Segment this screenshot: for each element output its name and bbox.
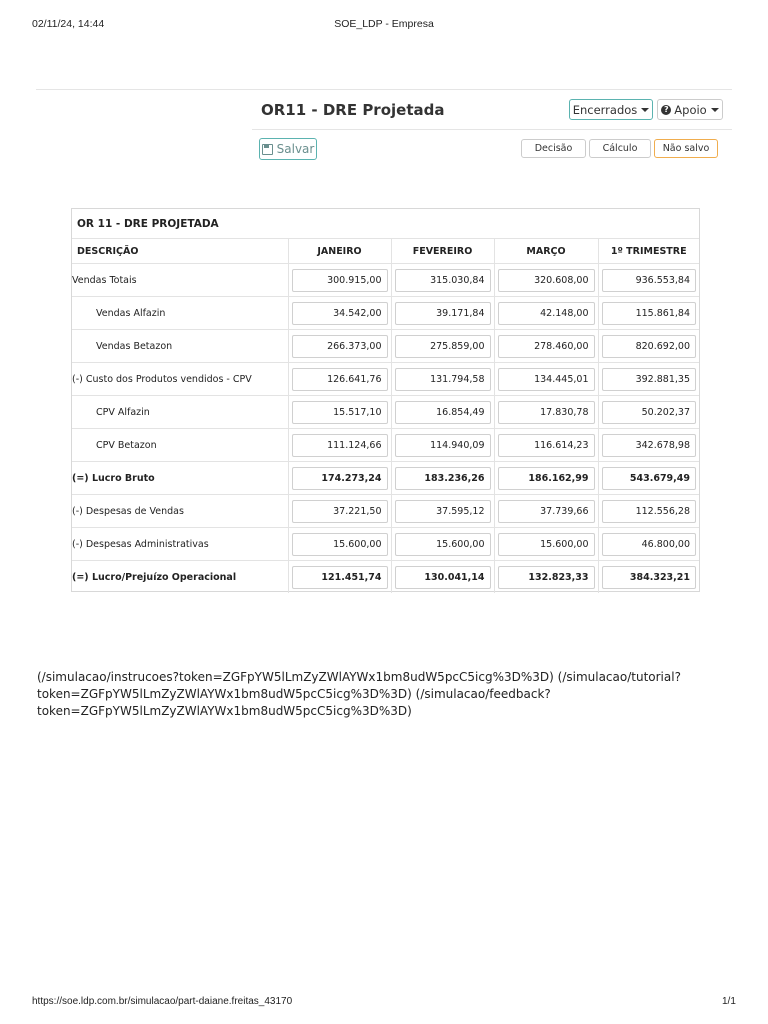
decisao-button[interactable] (521, 139, 586, 158)
table-row (72, 363, 699, 396)
value-field: 384.323,21 (602, 566, 697, 589)
caret-down-icon (711, 108, 719, 112)
value-cell (391, 495, 494, 528)
value-field: 15.600,00 (498, 533, 595, 556)
value-cell (288, 528, 391, 561)
table-title: OR 11 - DRE PROJETADA (77, 218, 219, 230)
apoio-dropdown[interactable] (657, 99, 723, 120)
value-field: 39.171,84 (395, 302, 491, 325)
caret-down-icon (641, 108, 649, 112)
table-row (72, 330, 699, 363)
column-header: 1º TRIMESTRE (598, 239, 699, 264)
value-cell (598, 330, 699, 363)
value-cell (391, 330, 494, 363)
value-field: 112.556,28 (602, 500, 697, 523)
value-cell (288, 462, 391, 495)
value-cell (598, 363, 699, 396)
value-field: 115.861,84 (602, 302, 697, 325)
calculo-button[interactable] (589, 139, 651, 158)
column-header: DESCRIÇÃO (72, 239, 288, 264)
table-row (72, 429, 699, 462)
value-field: 342.678,98 (602, 434, 697, 457)
print-url: https://soe.ldp.com.br/simulacao/part-daiane.freitas_43170 (32, 996, 293, 1007)
question-circle-icon: ? (661, 105, 671, 115)
value-cell (494, 297, 598, 330)
value-cell (391, 528, 494, 561)
value-field: 121.451,74 (292, 566, 388, 589)
value-field: 116.614,23 (498, 434, 595, 457)
encerrados-dropdown[interactable] (569, 99, 653, 120)
row-label: CPV Alfazin (72, 396, 288, 429)
value-cell (494, 264, 598, 297)
value-field: 300.915,00 (292, 269, 388, 292)
page-title: OR11 - DRE Projetada (261, 101, 445, 119)
value-cell (391, 264, 494, 297)
table-row (72, 528, 699, 561)
value-field: 50.202,37 (602, 401, 697, 424)
value-field: 34.542,00 (292, 302, 388, 325)
value-cell (391, 462, 494, 495)
table-header-row (72, 239, 699, 264)
value-field: 820.692,00 (602, 335, 697, 358)
value-cell (598, 429, 699, 462)
value-cell (598, 528, 699, 561)
value-cell (391, 363, 494, 396)
encerrados-label: Encerrados (572, 102, 638, 117)
floppy-disk-icon (262, 144, 273, 155)
value-field: 936.553,84 (602, 269, 697, 292)
row-label: Vendas Betazon (72, 330, 288, 363)
row-label: (-) Despesas Administrativas (72, 528, 288, 561)
value-field: 543.679,49 (602, 467, 697, 490)
print-date: 02/11/24, 14:44 (32, 18, 105, 30)
value-cell (598, 561, 699, 594)
value-field: 15.600,00 (292, 533, 388, 556)
value-cell (598, 264, 699, 297)
column-header: FEVEREIRO (391, 239, 494, 264)
row-label: (=) Lucro/Prejuízo Operacional (72, 561, 288, 594)
dre-panel (71, 208, 700, 592)
value-field: 275.859,00 (395, 335, 491, 358)
decisao-label: Decisão (534, 143, 573, 154)
table-row (72, 297, 699, 330)
value-cell (494, 462, 598, 495)
save-label: Salvar (276, 142, 315, 156)
nao-salvo-label: Não salvo (662, 143, 710, 154)
table-row (72, 495, 699, 528)
value-field: 15.517,10 (292, 401, 388, 424)
value-field: 111.124,66 (292, 434, 388, 457)
value-field: 126.641,76 (292, 368, 388, 391)
value-cell (598, 495, 699, 528)
print-title: SOE_LDP - Empresa (334, 18, 434, 30)
value-cell (391, 561, 494, 594)
value-cell (494, 495, 598, 528)
value-field: 131.794,58 (395, 368, 491, 391)
value-field: 132.823,33 (498, 566, 595, 589)
row-label: (-) Despesas de Vendas (72, 495, 288, 528)
column-header: MARÇO (494, 239, 598, 264)
value-field: 114.940,09 (395, 434, 491, 457)
value-cell (494, 363, 598, 396)
footer-links[interactable]: (/simulacao/instrucoes?token=ZGFpYW5lLmZyZWlAYWx1bm8udW5pcC5icg%3D%3D) (/simulacao/tutorial?token=ZGFpYW5lLmZyZWlAYWx1bm8udW5pcC5icg%3D%3D) (/simulacao/feedback?token=ZGFpYW5lLmZyZWlAYWx1bm8udW5pcC5icg%3D%3D) (37, 670, 681, 718)
row-label: CPV Betazon (72, 429, 288, 462)
divider (252, 129, 732, 130)
value-field: 16.854,49 (395, 401, 491, 424)
value-field: 37.739,66 (498, 500, 595, 523)
value-field: 174.273,24 (292, 467, 388, 490)
value-cell (391, 297, 494, 330)
value-cell (494, 561, 598, 594)
value-cell (391, 396, 494, 429)
value-cell (598, 396, 699, 429)
value-field: 186.162,99 (498, 467, 595, 490)
row-label: Vendas Alfazin (72, 297, 288, 330)
value-field: 37.595,12 (395, 500, 491, 523)
apoio-label: Apoio (674, 102, 707, 117)
value-field: 15.600,00 (395, 533, 491, 556)
nao-salvo-status-button[interactable] (654, 139, 718, 158)
value-field: 42.148,00 (498, 302, 595, 325)
row-label: (=) Lucro Bruto (72, 462, 288, 495)
print-page-number: 1/1 (722, 996, 736, 1007)
value-cell (391, 429, 494, 462)
value-field: 134.445,01 (498, 368, 595, 391)
value-cell (598, 462, 699, 495)
value-cell (494, 330, 598, 363)
table-row (72, 396, 699, 429)
value-field: 183.236,26 (395, 467, 491, 490)
value-field: 266.373,00 (292, 335, 388, 358)
value-field: 46.800,00 (602, 533, 697, 556)
value-cell (288, 429, 391, 462)
value-field: 37.221,50 (292, 500, 388, 523)
save-button[interactable] (259, 138, 317, 160)
value-cell (288, 396, 391, 429)
value-cell (494, 396, 598, 429)
divider (36, 89, 732, 90)
value-cell (598, 297, 699, 330)
value-field: 315.030,84 (395, 269, 491, 292)
table-row (72, 462, 699, 495)
value-field: 392.881,35 (602, 368, 697, 391)
row-label: (-) Custo dos Produtos vendidos - CPV (72, 363, 288, 396)
table-row (72, 264, 699, 297)
value-cell (288, 330, 391, 363)
value-cell (288, 363, 391, 396)
table-row (72, 561, 699, 594)
value-cell (494, 528, 598, 561)
value-cell (494, 429, 598, 462)
column-header: JANEIRO (288, 239, 391, 264)
value-cell (288, 495, 391, 528)
value-cell (288, 297, 391, 330)
row-label: Vendas Totais (72, 264, 288, 297)
value-field: 17.830,78 (498, 401, 595, 424)
value-field: 278.460,00 (498, 335, 595, 358)
dre-table (72, 238, 699, 593)
value-field: 320.608,00 (498, 269, 595, 292)
value-field: 130.041,14 (395, 566, 491, 589)
calculo-label: Cálculo (602, 143, 638, 154)
value-cell (288, 264, 391, 297)
value-cell (288, 561, 391, 594)
